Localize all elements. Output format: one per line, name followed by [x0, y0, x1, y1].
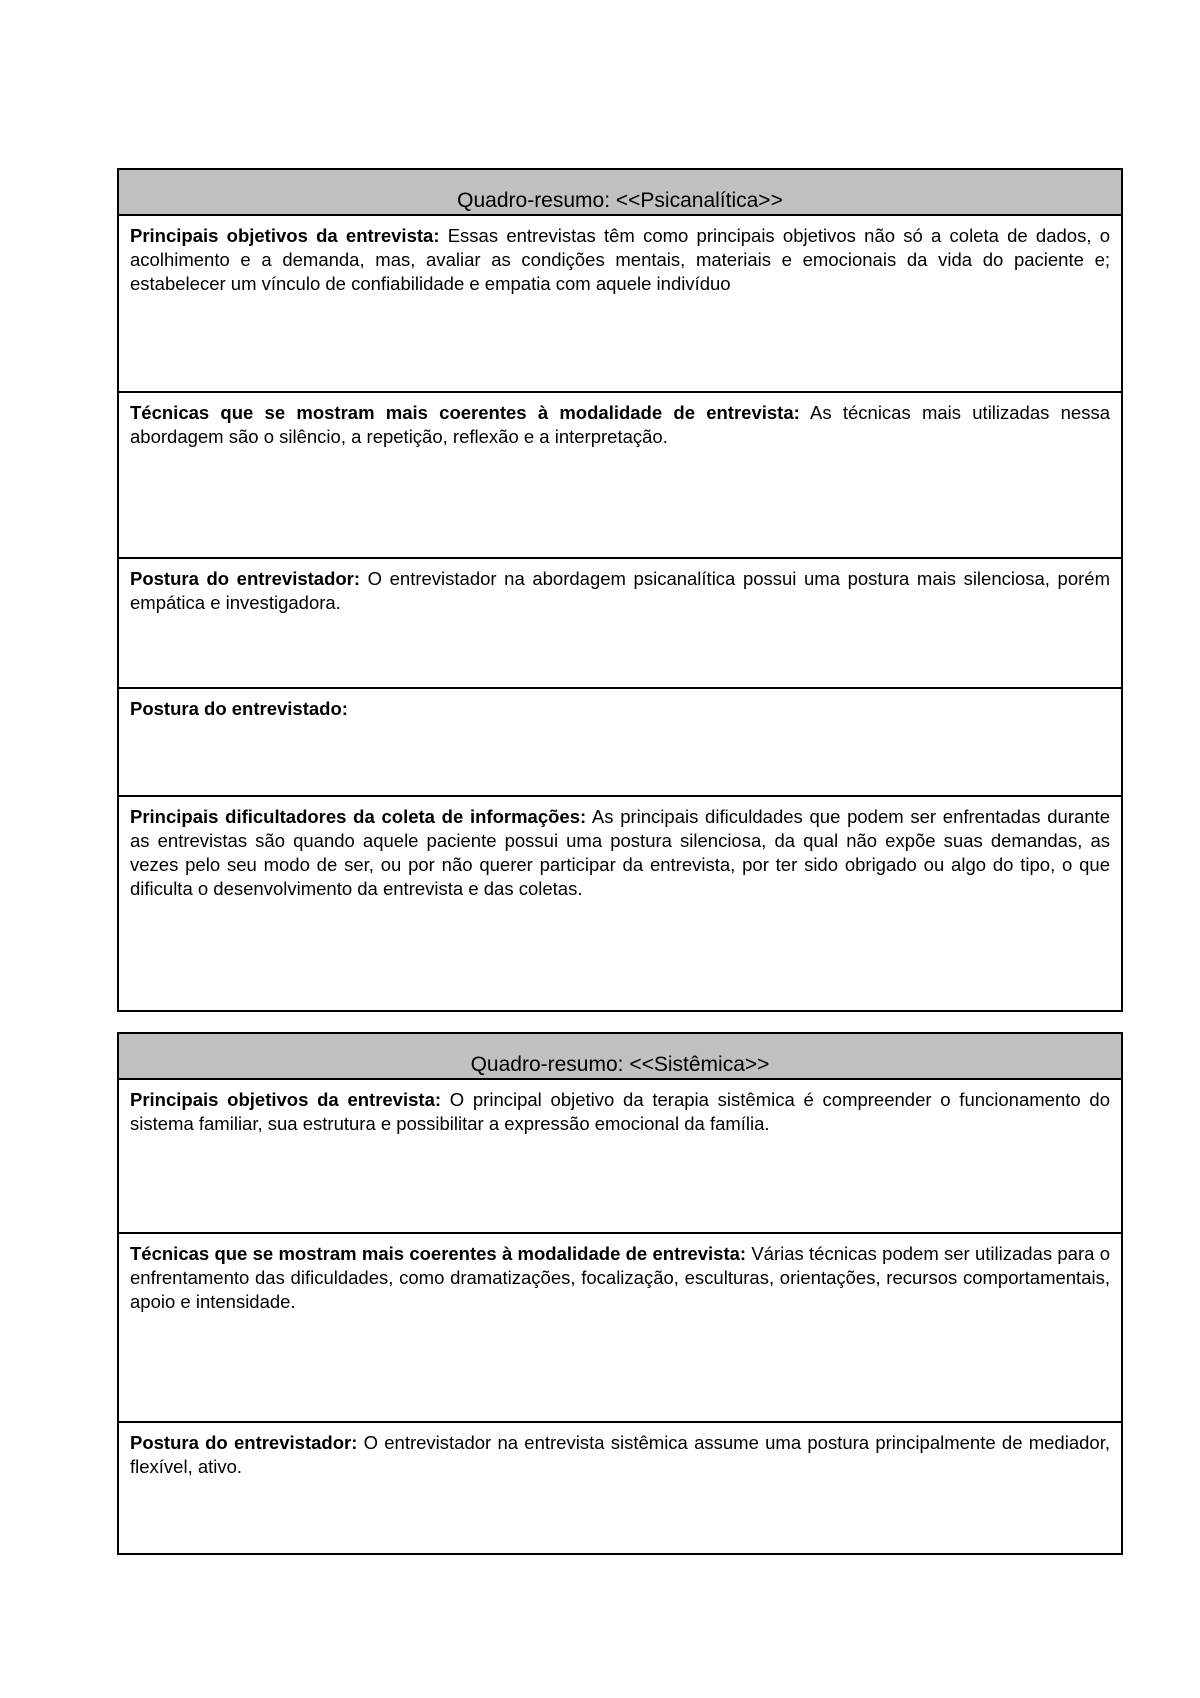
row-label: Postura do entrevistador:: [130, 1432, 358, 1453]
row-objetivos: [119, 1080, 1121, 1234]
row-text: O principal objetivo da terapia sistêmica é compreender o funcionamento do sistema familiar, sua estrutura e possibilitar a expressão emocional da família.: [130, 1089, 1110, 1134]
row-label: Técnicas que se mostram mais coerentes à modalidade de entrevista:: [130, 1243, 747, 1264]
row-postura-entrevistador: [119, 1423, 1121, 1553]
row-label: Postura do entrevistado:: [130, 698, 348, 719]
row-label: Principais dificultadores da coleta de informações:: [130, 806, 587, 827]
row-text: O entrevistador na abordagem psicanalítica possui uma postura mais silenciosa, porém empática e investigadora.: [130, 568, 1110, 613]
summary-table-sistemica: [117, 1032, 1123, 1555]
row-text: Várias técnicas podem ser utilizadas para o enfrentamento das dificuldades, como dramatizações, focalização, esculturas, orientações, recursos comportamentais, apoio e intensidade.: [130, 1243, 1110, 1312]
row-tecnicas: [119, 1234, 1121, 1423]
row-label: Principais objetivos da entrevista:: [130, 1089, 442, 1110]
table-title: Quadro-resumo: <<Psicanalítica>>: [119, 170, 1121, 216]
table-title: Quadro-resumo: <<Sistêmica>>: [119, 1034, 1121, 1080]
row-postura-entrevistado: [119, 689, 1121, 797]
row-label: Técnicas que se mostram mais coerentes à modalidade de entrevista:: [130, 402, 800, 423]
row-label: Postura do entrevistador:: [130, 568, 361, 589]
row-objetivos: [119, 216, 1121, 393]
row-text: Essas entrevistas têm como principais objetivos não só a coleta de dados, o acolhimento e a demanda, mas, avaliar as condições mentais, materiais e emocionais da vida do paciente e; estabelecer um vínculo de confiabilidade e empatia com aquele indivíduo: [130, 225, 1110, 294]
row-text: O entrevistador na entrevista sistêmica assume uma postura principalmente de mediador, flexível, ativo.: [130, 1432, 1110, 1477]
row-label: Principais objetivos da entrevista:: [130, 225, 440, 246]
row-text: As principais dificuldades que podem ser enfrentadas durante as entrevistas são quando aquele paciente possui uma postura silenciosa, da qual não expõe suas demandas, as vezes pelo seu modo de ser, ou por não querer participar da entrevista, por ter sido obrigado ou algo do tipo, o que dificulta o desenvolvimento da entrevista e das coletas.: [130, 806, 1110, 899]
row-text: As técnicas mais utilizadas nessa abordagem são o silêncio, a repetição, reflexão e a interpretação.: [130, 402, 1110, 447]
summary-table-psicanalitica: [117, 168, 1123, 1012]
row-postura-entrevistador: [119, 559, 1121, 689]
row-tecnicas: [119, 393, 1121, 559]
row-dificultadores: [119, 797, 1121, 1010]
